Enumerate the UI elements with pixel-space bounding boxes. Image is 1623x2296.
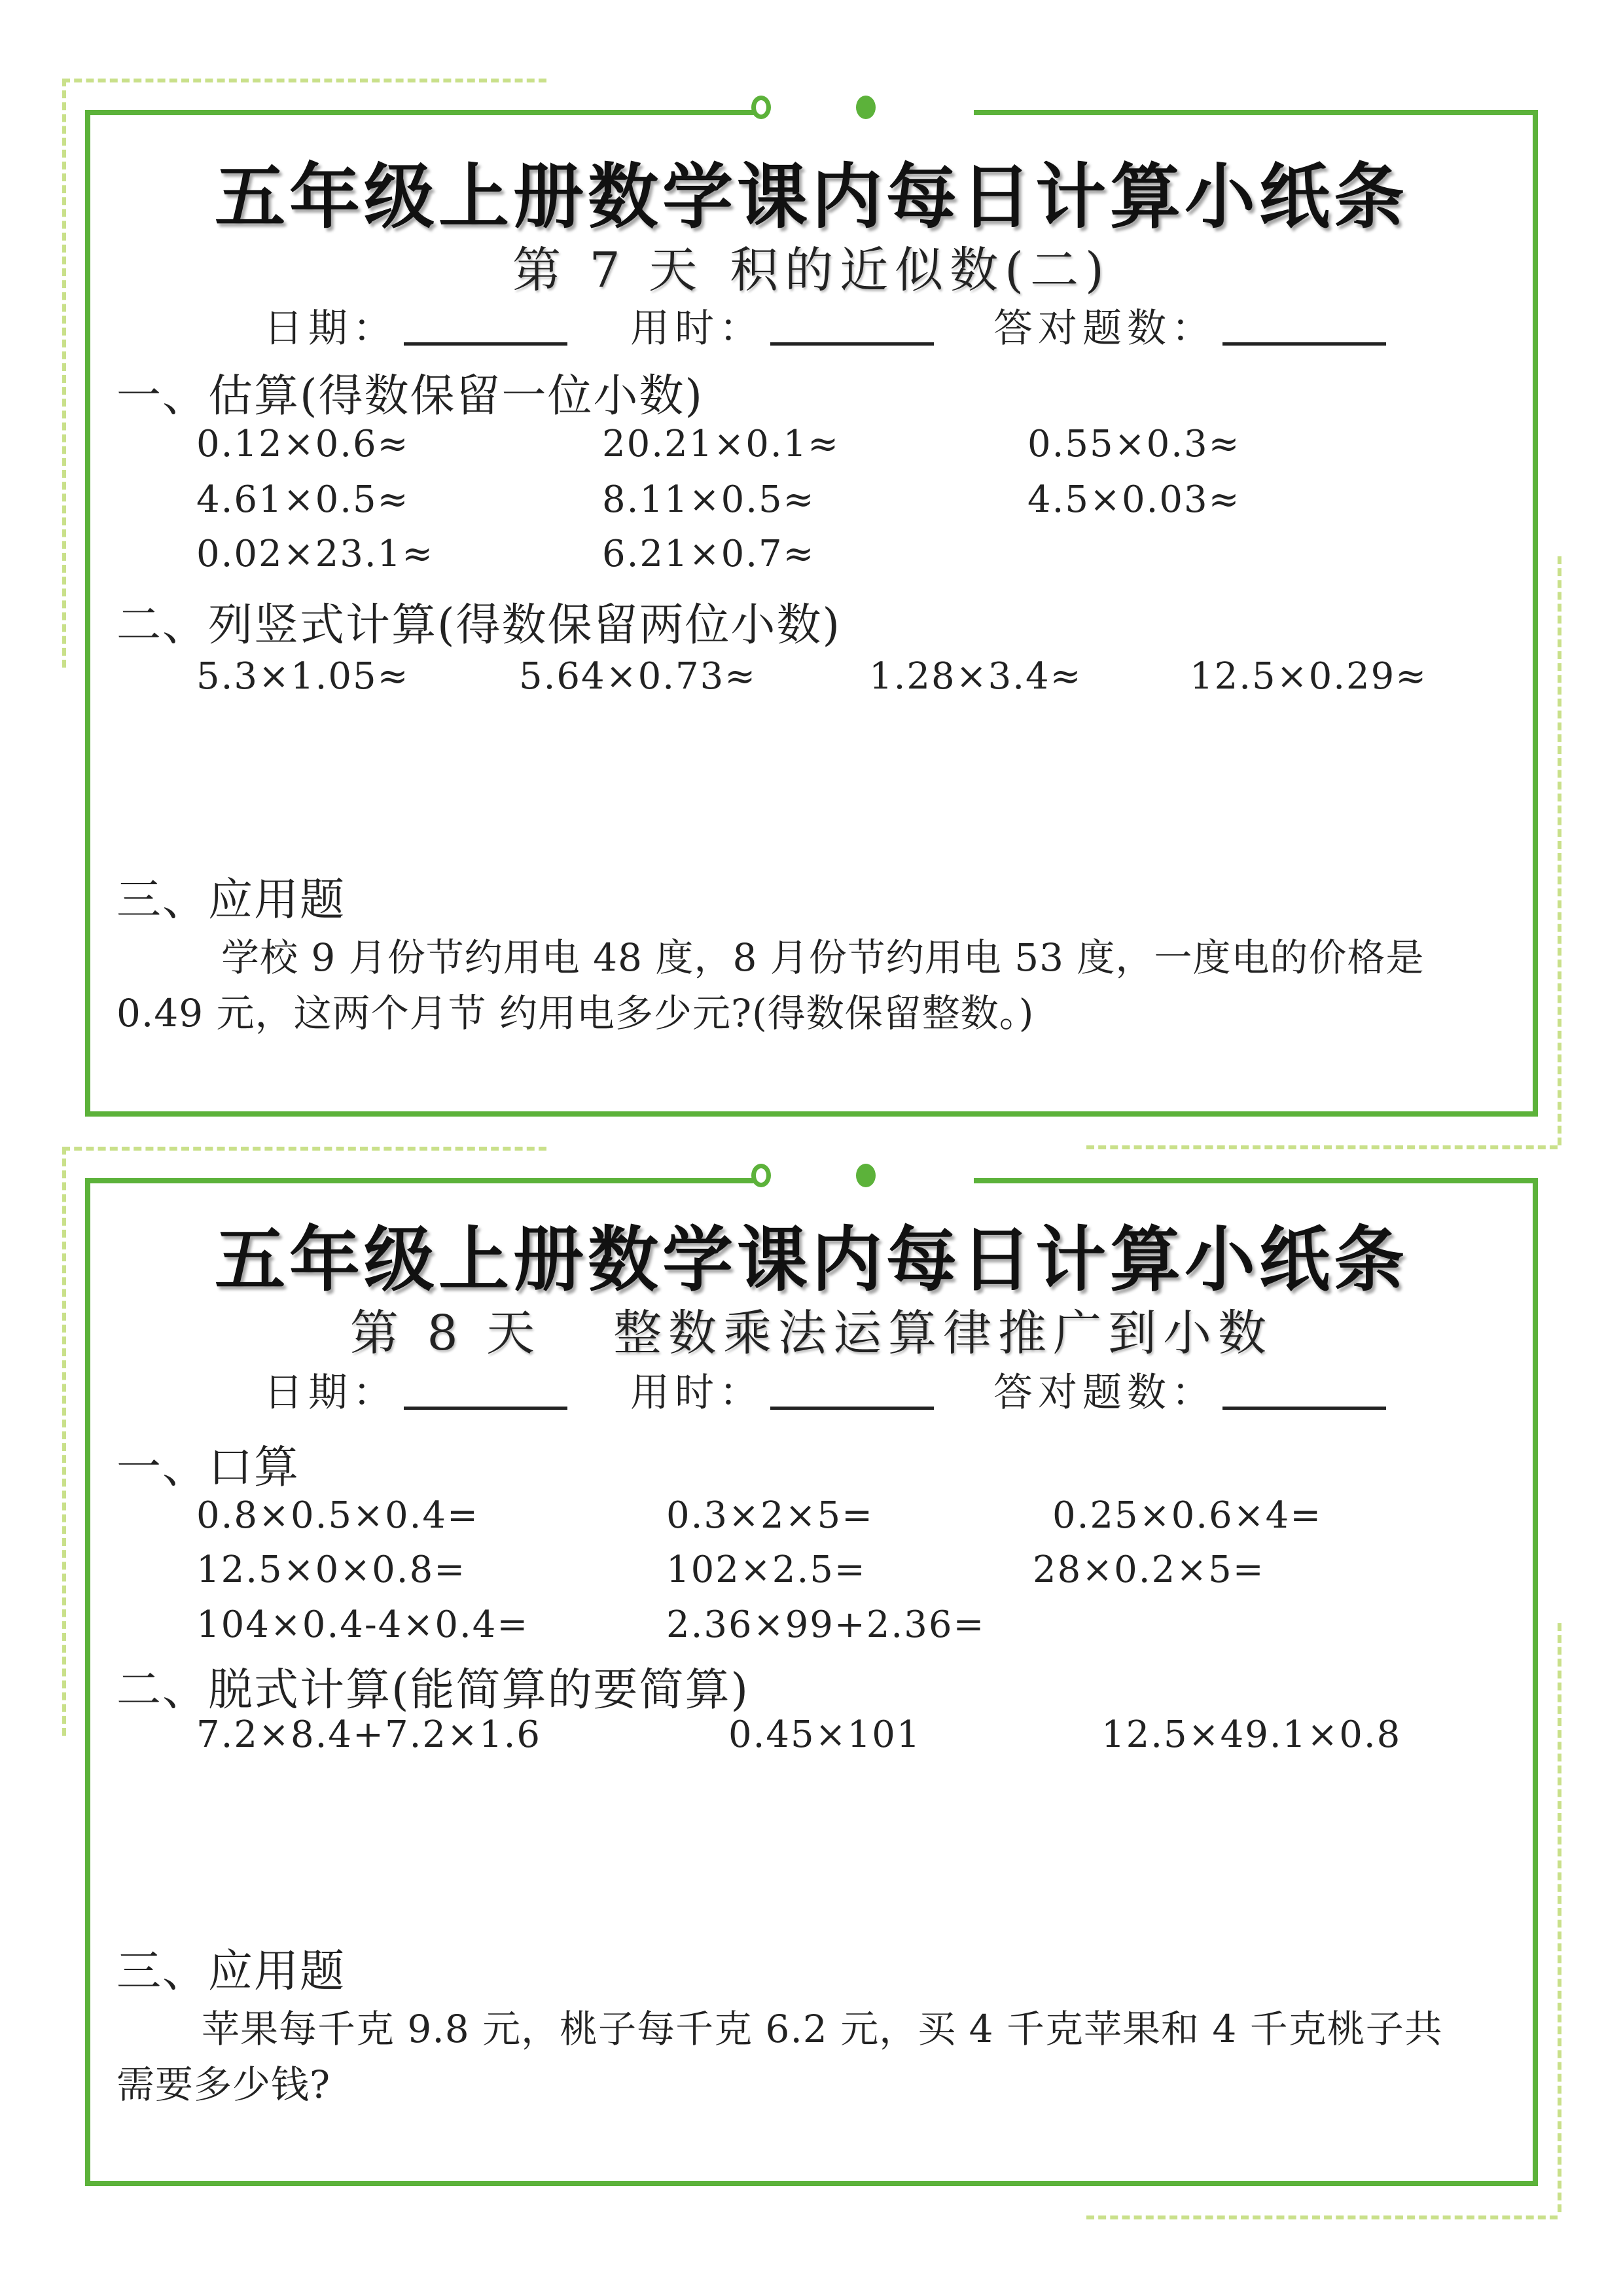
- date-field[interactable]: 日期：: [264, 297, 567, 353]
- word-problem-line: 需要多少钱?: [116, 2062, 331, 2107]
- problem-item: 7.2×8.4+7.2×1.6: [196, 1713, 541, 1756]
- problem-item: 0.45×101: [728, 1713, 921, 1756]
- date-field[interactable]: 日期：: [264, 1361, 567, 1418]
- problem-item: 12.5×49.1×0.8: [1101, 1713, 1402, 1756]
- worksheet-card-day7: [85, 110, 1538, 1117]
- topic-label: 积的近似数(二): [730, 242, 1111, 298]
- problem-item: 0.8×0.5×0.4=: [196, 1494, 479, 1537]
- dashed-line-bottom-2: [1086, 2215, 1558, 2219]
- problem-item: 104×0.4-4×0.4=: [196, 1604, 529, 1646]
- correct-count-field[interactable]: 答对题数：: [993, 1361, 1386, 1418]
- word-problem-line: 学校 9 月份节约用电 48 度，8 月份节约用电 53 度，一度电的价格是: [221, 935, 1425, 980]
- problem-item: 0.12×0.6≈: [196, 423, 410, 465]
- word-problem-line: 苹果每千克 9.8 元，桃子每千克 6.2 元，买 4 千克苹果和 4 千克桃子共: [202, 2007, 1443, 2051]
- topic-label: 整数乘法运算律推广到小数: [613, 1305, 1274, 1361]
- section-heading-word-problem: 三、应用题: [116, 874, 346, 926]
- problem-item: 2.36×99+2.36=: [666, 1604, 986, 1646]
- time-field[interactable]: 用时：: [630, 297, 934, 353]
- problem-item: 6.21×0.7≈: [602, 533, 815, 575]
- problem-item: 20.21×0.1≈: [602, 423, 840, 465]
- word-problem-line: 0.49 元，这两个月节 约用电多少元?(得数保留整数。): [116, 991, 1035, 1035]
- problem-item: 1.28×3.4≈: [869, 655, 1082, 698]
- dashed-line-left-1: [62, 79, 66, 668]
- problem-item: 4.61×0.5≈: [196, 478, 410, 521]
- section-heading-vertical: 二、列竖式计算(得数保留两位小数): [116, 600, 842, 651]
- ring-outline-icon: [751, 96, 771, 119]
- problem-item: 4.5×0.03≈: [1027, 478, 1241, 521]
- problem-item: 0.25×0.6×4=: [1052, 1494, 1323, 1537]
- correct-count-field[interactable]: 答对题数：: [993, 297, 1386, 353]
- dashed-line-right-2: [1558, 1623, 1561, 2212]
- dashed-line-bottom-1: [1086, 1145, 1558, 1149]
- problem-item: 28×0.2×5=: [1033, 1549, 1265, 1591]
- section-heading-word-problem: 三、应用题: [116, 1946, 346, 1998]
- worksheet-title: 五年级上册数学课内每日计算小纸条: [214, 156, 1408, 238]
- problem-item: 5.64×0.73≈: [519, 655, 757, 698]
- problem-item: 102×2.5=: [666, 1549, 866, 1591]
- problem-item: 12.5×0.29≈: [1190, 655, 1428, 698]
- problem-item: 12.5×0×0.8=: [196, 1549, 467, 1591]
- section-heading-mental-math: 一、口算: [116, 1442, 300, 1494]
- day-label: 第 7 天: [512, 242, 704, 298]
- time-field[interactable]: 用时：: [630, 1361, 934, 1418]
- worksheet-subtitle: [90, 1295, 1533, 1364]
- problem-item: 5.3×1.05≈: [196, 655, 410, 698]
- dashed-line-top-2: [62, 1147, 546, 1151]
- ring-outline-icon: [751, 1164, 771, 1187]
- dashed-line-top-1: [62, 79, 546, 82]
- section-heading-estimate: 一、估算(得数保留一位小数): [116, 370, 704, 422]
- problem-item: 0.55×0.3≈: [1027, 423, 1241, 465]
- day-label: 第 8 天: [349, 1305, 542, 1361]
- problem-item: 8.11×0.5≈: [602, 478, 815, 521]
- worksheet-card-day8: [85, 1178, 1538, 2186]
- worksheet-title: 五年级上册数学课内每日计算小纸条: [214, 1219, 1408, 1301]
- problem-item: 0.02×23.1≈: [196, 533, 435, 575]
- section-heading-step-calc: 二、脱式计算(能简算的要简算): [116, 1664, 750, 1716]
- dashed-line-left-2: [62, 1147, 66, 1736]
- worksheet-subtitle: [90, 232, 1533, 301]
- ring-filled-icon: [856, 1164, 876, 1187]
- ring-filled-icon: [856, 96, 876, 119]
- dashed-line-right-1: [1558, 556, 1561, 1145]
- problem-item: 0.3×2×5=: [666, 1494, 874, 1537]
